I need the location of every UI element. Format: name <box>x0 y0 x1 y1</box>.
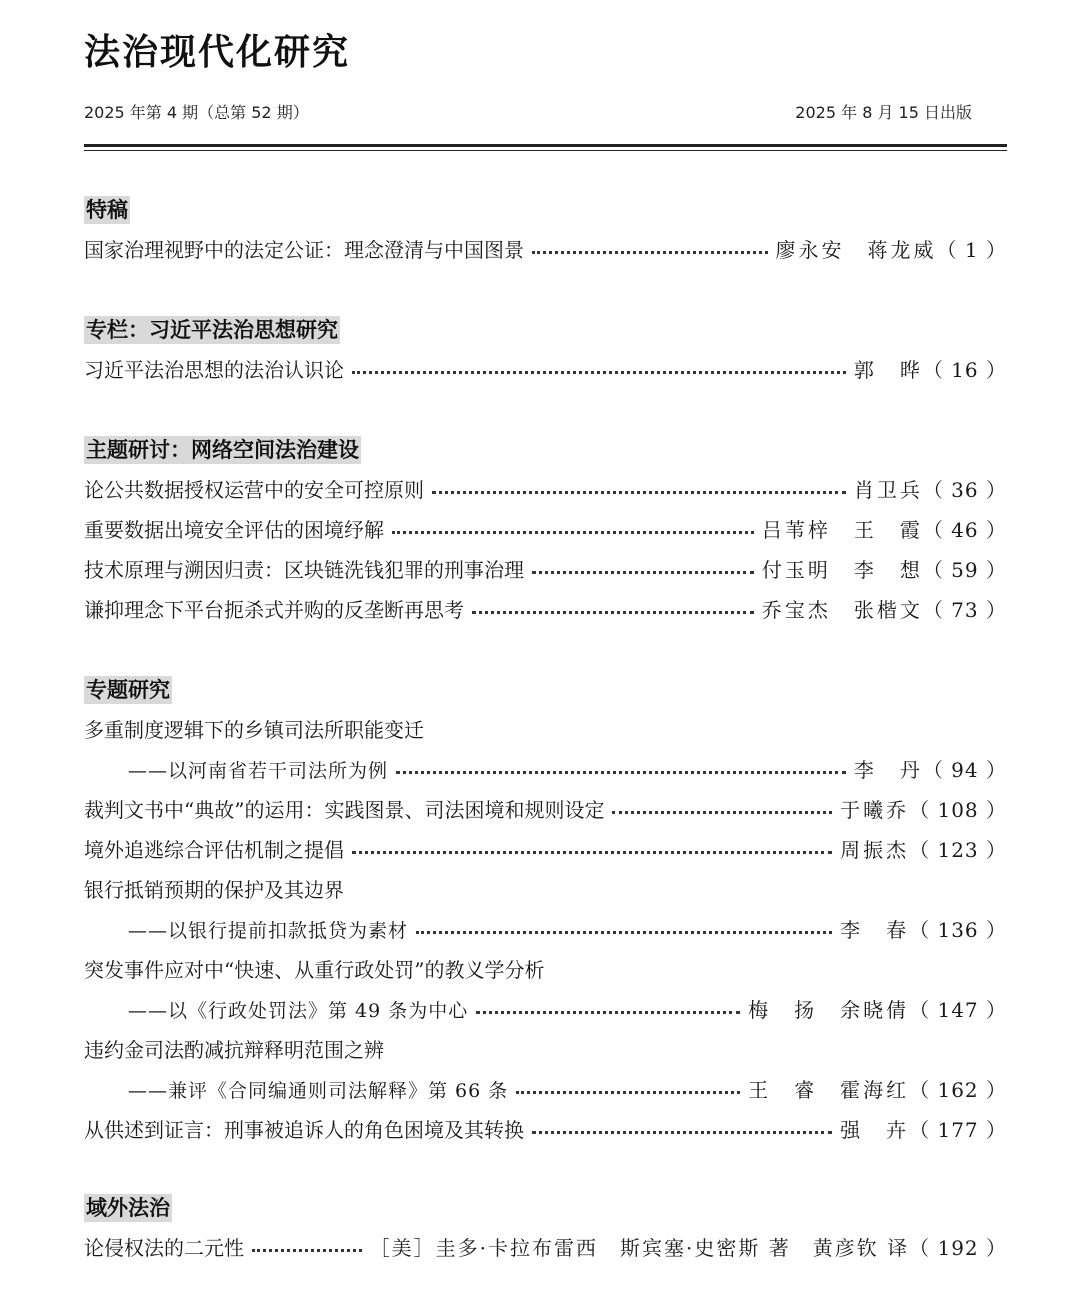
toc-entry[interactable] <box>84 1030 1007 1070</box>
section-heading: 专栏：习近平法治思想研究 <box>86 318 338 342</box>
toc-entry-subtitle-row[interactable] <box>84 1070 1007 1110</box>
toc-entry[interactable] <box>84 470 1007 510</box>
toc-entry[interactable] <box>84 1110 1007 1150</box>
section-special-study <box>84 676 1007 1150</box>
entry-title: 违约金司法酌减抗辩释明范围之辨 <box>84 1038 384 1062</box>
toc-entry-subtitle-row[interactable] <box>84 750 1007 790</box>
entry-page: （ 192 ） <box>909 1236 1007 1260</box>
leader-dots <box>532 1131 832 1134</box>
section-heading: 专题研究 <box>86 678 170 702</box>
entry-page: （ 46 ） <box>922 518 1007 542</box>
entry-page: （ 59 ） <box>922 558 1007 582</box>
toc-entry[interactable] <box>84 510 1007 550</box>
issue-line <box>84 100 972 123</box>
toc-entry-subtitle-row[interactable] <box>84 990 1007 1030</box>
entry-title: 国家治理视野中的法定公证：理念澄清与中国图景 <box>84 238 524 262</box>
toc-entry[interactable] <box>84 870 1007 910</box>
publish-date: 2025 年 8 月 15 日出版 <box>795 103 972 122</box>
entry-authors: 周振杰 <box>840 838 910 862</box>
entry-title: 裁判文书中“典故”的运用：实践图景、司法困境和规则设定 <box>84 798 605 822</box>
entry-page: （ 147 ） <box>909 998 1007 1022</box>
entry-title: 多重制度逻辑下的乡镇司法所职能变迁 <box>84 718 424 742</box>
leader-dots <box>472 611 754 614</box>
entry-page: （ 94 ） <box>922 758 1007 782</box>
section-heading: 特稿 <box>86 198 128 222</box>
leader-dots <box>352 851 832 854</box>
toc-entry[interactable] <box>84 230 1007 270</box>
toc-entry[interactable] <box>84 710 1007 750</box>
header-rule-thin <box>84 150 1007 151</box>
toc-entry-subtitle-row[interactable] <box>84 910 1007 950</box>
entry-title: 突发事件应对中“快速、从重行政处罚”的教义学分析 <box>84 958 545 982</box>
leader-dots <box>416 931 832 934</box>
entry-page: （ 73 ） <box>922 598 1007 622</box>
entry-authors: 李 春 <box>840 918 910 942</box>
leader-dots <box>476 1011 740 1014</box>
entry-page: （ 36 ） <box>922 478 1007 502</box>
leader-dots <box>396 771 846 774</box>
toc-entry[interactable] <box>84 590 1007 630</box>
toc-entry[interactable] <box>84 790 1007 830</box>
leader-dots <box>516 1091 740 1094</box>
entry-page: （ 1 ） <box>936 238 1007 262</box>
entry-page: （ 162 ） <box>909 1078 1007 1102</box>
entry-authors: 李 丹 <box>853 758 923 782</box>
entry-authors: 肖卫兵 <box>853 478 923 502</box>
entry-authors: 郭 晔 <box>853 358 923 382</box>
section-feature <box>84 196 1007 270</box>
toc-entry[interactable] <box>84 550 1007 590</box>
toc-entry[interactable] <box>84 1228 1007 1268</box>
entry-authors: ［美］圭多·卡拉布雷西 斯宾塞·史密斯 著 黄彦钦 译 <box>369 1236 910 1260</box>
entry-authors: 付玉明 李 想 <box>761 558 923 582</box>
leader-dots <box>392 531 754 534</box>
header-rule-thick <box>84 144 1007 147</box>
entry-subtitle: ——以银行提前扣款抵贷为素材 <box>128 920 409 942</box>
entry-subtitle: ——兼评《合同编通则司法解释》第 66 条 <box>128 1080 509 1102</box>
issue-number: 2025 年第 4 期（总第 52 期） <box>84 103 309 122</box>
leader-dots <box>432 491 846 494</box>
section-heading: 域外法治 <box>86 1196 170 1220</box>
entry-page: （ 123 ） <box>909 838 1007 862</box>
section-heading: 主题研讨：网络空间法治建设 <box>86 438 359 462</box>
section-symposium <box>84 436 1007 630</box>
leader-dots <box>532 251 768 254</box>
entry-page: （ 108 ） <box>909 798 1007 822</box>
toc-entry[interactable] <box>84 950 1007 990</box>
entry-authors: 强 卉 <box>840 1118 910 1142</box>
section-column <box>84 316 1007 390</box>
leader-dots <box>532 571 754 574</box>
entry-title: 习近平法治思想的法治认识论 <box>84 358 344 382</box>
leader-dots <box>352 371 846 374</box>
leader-dots <box>252 1249 362 1252</box>
entry-page: （ 177 ） <box>909 1118 1007 1142</box>
toc-entry[interactable] <box>84 350 1007 390</box>
entry-authors: 于曦乔 <box>840 798 910 822</box>
entry-title: 重要数据出境安全评估的困境纾解 <box>84 518 384 542</box>
entry-page: （ 16 ） <box>922 358 1007 382</box>
entry-title: 从供述到证言：刑事被追诉人的角色困境及其转换 <box>84 1118 524 1142</box>
section-foreign-law <box>84 1194 1007 1268</box>
entry-subtitle: ——以河南省若干司法所为例 <box>128 760 389 782</box>
journal-title: 法治现代化研究 <box>84 32 351 73</box>
entry-title: 论公共数据授权运营中的安全可控原则 <box>84 478 424 502</box>
entry-authors: 吕苇梓 王 霞 <box>761 518 923 542</box>
toc-entry[interactable] <box>84 830 1007 870</box>
entry-authors: 廖永安 蒋龙威 <box>775 238 937 262</box>
entry-title: 谦抑理念下平台扼杀式并购的反垄断再思考 <box>84 598 464 622</box>
leader-dots <box>612 811 832 814</box>
entry-authors: 乔宝杰 张楷文 <box>761 598 923 622</box>
entry-title: 境外追逃综合评估机制之提倡 <box>84 838 344 862</box>
entry-page: （ 136 ） <box>909 918 1007 942</box>
entry-subtitle: ——以《行政处罚法》第 49 条为中心 <box>128 1000 469 1022</box>
entry-authors: 王 睿 霍海红 <box>748 1078 910 1102</box>
entry-title: 银行抵销预期的保护及其边界 <box>84 878 344 902</box>
entry-authors: 梅 扬 余晓倩 <box>748 998 910 1022</box>
entry-title: 技术原理与溯因归责：区块链洗钱犯罪的刑事治理 <box>84 558 524 582</box>
entry-title: 论侵权法的二元性 <box>84 1236 244 1260</box>
